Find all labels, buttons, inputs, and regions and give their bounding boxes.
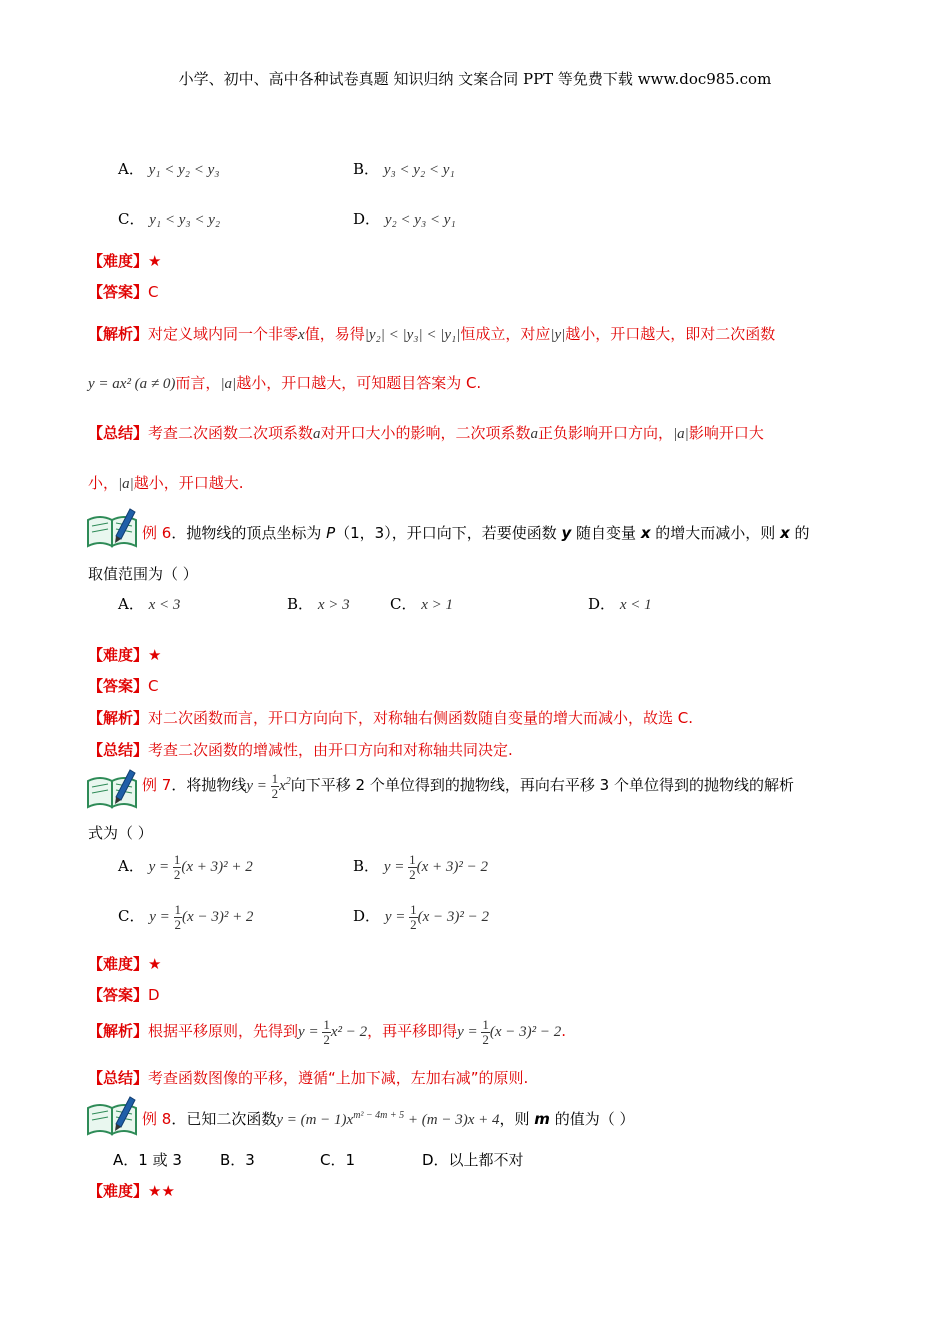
example-book-icon bbox=[86, 767, 138, 809]
summary-text: 考查函数图像的平移，遵循“上加下减，左加右减”的原则. bbox=[148, 1069, 529, 1087]
summary-text: 考查二次函数二次项系数 bbox=[148, 424, 314, 442]
option-b[interactable]: B．3 bbox=[220, 1151, 255, 1169]
answer-value: C bbox=[148, 677, 159, 695]
analysis-line-1 bbox=[88, 323, 775, 344]
analysis-line bbox=[88, 1018, 566, 1047]
stem-text: 向下平移 2 个单位得到的抛物线，再向右平移 3 个单位得到的抛物线的解析 bbox=[290, 775, 794, 794]
question-6-line-2: 取值范围为（ ） bbox=[88, 565, 198, 583]
fraction: $\frac{1}{2}$ bbox=[271, 771, 279, 801]
analysis-text: 而言， bbox=[175, 374, 221, 392]
analysis-tag: 【解析】 bbox=[88, 325, 149, 343]
option-math: y₃ < y₂ < y₁ bbox=[383, 162, 455, 178]
option-a[interactable] bbox=[118, 853, 253, 882]
analysis-math: x bbox=[298, 327, 305, 343]
answer-value: D bbox=[148, 986, 160, 1004]
summary-tag: 【总结】 bbox=[88, 424, 149, 442]
analysis-math: y = ax² (a ≠ 0) bbox=[88, 376, 176, 392]
question-6-line-1 bbox=[142, 522, 810, 543]
analysis-text: . bbox=[561, 1021, 567, 1040]
option-c[interactable] bbox=[118, 903, 253, 932]
analysis-text: 根据平移原则，先得到 bbox=[148, 1021, 299, 1040]
difficulty-line bbox=[88, 250, 161, 271]
analysis-text: 恒成立，对应 bbox=[460, 325, 551, 343]
summary-text: 正负影响开口方向， bbox=[538, 424, 674, 442]
option-label: D． bbox=[588, 595, 616, 613]
stem-text: 的 bbox=[789, 524, 810, 542]
analysis-line bbox=[88, 707, 693, 728]
option-b[interactable] bbox=[353, 158, 455, 179]
option-label: B． bbox=[353, 160, 380, 178]
difficulty-tag: 【难度】 bbox=[88, 1182, 149, 1200]
stem-math: $y = (m - 1)x^{m^2 - 4m + 5} + (m - 3)x + 4$ bbox=[276, 1110, 500, 1128]
answer-line bbox=[88, 984, 160, 1005]
summary-tag: 【总结】 bbox=[88, 741, 149, 759]
stem-var: x bbox=[780, 524, 790, 542]
option-math: x < 1 bbox=[619, 597, 652, 613]
option-label: C． bbox=[118, 210, 145, 228]
stem-text: 随自变量 bbox=[571, 524, 641, 542]
stem-text: ．已知二次函数 bbox=[171, 1110, 277, 1128]
option-c[interactable] bbox=[118, 208, 220, 229]
option-label: A． bbox=[118, 595, 144, 613]
analysis-text: 对二次函数而言，开口方向向下，对称轴右侧函数随自变量的增大而减小，故选 C. bbox=[148, 709, 694, 727]
difficulty-line bbox=[88, 644, 161, 665]
summary-math: a bbox=[313, 426, 321, 442]
option-math: y = $\frac{1}{2}$ (x + 3)² + 2 bbox=[148, 852, 253, 882]
stem-text: ．将抛物线 bbox=[171, 775, 247, 794]
option-label: D． bbox=[353, 210, 381, 228]
difficulty-stars: ★ bbox=[148, 955, 162, 973]
stem-text: 的值为（ ） bbox=[549, 1110, 635, 1128]
example-label: 例 7 bbox=[142, 775, 172, 794]
page-header[interactable]: 小学、初中、高中各种试卷真题 知识归纳 文案合同 PPT 等免费下载 www.doc985.com bbox=[178, 70, 772, 88]
difficulty-tag: 【难度】 bbox=[88, 252, 149, 270]
analysis-tag: 【解析】 bbox=[88, 709, 149, 727]
summary-text: 影响开口大 bbox=[688, 424, 764, 442]
analysis-math: y = $\frac{1}{2}$ x² − 2 bbox=[298, 1017, 368, 1047]
option-d[interactable] bbox=[588, 593, 652, 614]
analysis-text: 值，易得 bbox=[304, 325, 365, 343]
option-d[interactable] bbox=[353, 208, 456, 229]
example-book-icon bbox=[86, 506, 138, 548]
question-7-line-2: 式为（ ） bbox=[88, 824, 153, 842]
option-label: D． bbox=[353, 906, 381, 925]
stem-math: y = $\frac{1}{2}$ $x^2$ bbox=[246, 771, 291, 801]
example-label: 例 8 bbox=[142, 1110, 172, 1128]
option-math: x > 3 bbox=[317, 597, 350, 613]
option-a[interactable] bbox=[118, 593, 180, 614]
answer-tag: 【答案】 bbox=[88, 677, 149, 695]
stem-var: y bbox=[561, 524, 572, 542]
analysis-text: ，再平移即得 bbox=[367, 1021, 458, 1040]
summary-line-1 bbox=[88, 422, 764, 443]
option-math: y₂ < y₃ < y₁ bbox=[384, 212, 456, 228]
summary-math: |a| bbox=[673, 426, 689, 442]
summary-math: a bbox=[530, 426, 539, 442]
option-label: B． bbox=[353, 856, 380, 875]
option-math: y₁ < y₂ < y₃ bbox=[148, 162, 220, 178]
option-math: x > 1 bbox=[421, 597, 454, 613]
analysis-text: 越小，开口越大，即对二次函数 bbox=[565, 325, 776, 343]
summary-line-2 bbox=[88, 472, 244, 493]
option-d[interactable]: D．以上都不对 bbox=[422, 1151, 524, 1169]
stem-var: x bbox=[640, 524, 651, 542]
example-label: 例 6 bbox=[142, 524, 172, 542]
answer-tag: 【答案】 bbox=[88, 283, 149, 301]
difficulty-stars: ★★ bbox=[148, 1182, 175, 1200]
option-a[interactable]: A．1 或 3 bbox=[113, 1151, 182, 1169]
option-math: y = $\frac{1}{2}$ (x − 3)² + 2 bbox=[149, 902, 254, 932]
option-d[interactable] bbox=[353, 903, 489, 932]
difficulty-line bbox=[88, 1180, 175, 1201]
analysis-tag: 【解析】 bbox=[88, 1021, 149, 1040]
difficulty-tag: 【难度】 bbox=[88, 646, 149, 664]
option-b[interactable] bbox=[287, 593, 350, 614]
summary-line bbox=[88, 1067, 528, 1088]
summary-line bbox=[88, 739, 513, 760]
analysis-text: 越小，开口越大，可知题目答案为 C. bbox=[236, 374, 482, 392]
stem-var: m bbox=[534, 1110, 550, 1128]
option-label: A． bbox=[118, 856, 144, 875]
option-math: y = $\frac{1}{2}$ (x + 3)² − 2 bbox=[383, 852, 488, 882]
summary-text: 小， bbox=[88, 474, 119, 492]
option-math: y₁ < y₃ < y₂ bbox=[149, 212, 221, 228]
stem-text: 的增大而减小，则 bbox=[650, 524, 781, 542]
analysis-text: 对定义域内同一个非零 bbox=[148, 325, 299, 343]
answer-line bbox=[88, 675, 159, 696]
question-7-line-1 bbox=[142, 772, 794, 801]
difficulty-stars: ★ bbox=[148, 252, 162, 270]
summary-math: |a| bbox=[118, 476, 134, 492]
stem-text: ，则 bbox=[499, 1110, 535, 1128]
option-b[interactable] bbox=[353, 853, 488, 882]
option-label: C． bbox=[118, 906, 145, 925]
analysis-line-2 bbox=[88, 372, 481, 393]
summary-tag: 【总结】 bbox=[88, 1069, 149, 1087]
option-math: x < 3 bbox=[148, 597, 181, 613]
summary-text: 越小，开口越大. bbox=[133, 474, 244, 492]
stem-text: （1，3），开口向下，若要使函数 bbox=[335, 524, 562, 542]
option-math: y = $\frac{1}{2}$ (x − 3)² − 2 bbox=[384, 902, 489, 932]
example-book-icon bbox=[86, 1094, 138, 1136]
answer-value: C bbox=[148, 283, 159, 301]
analysis-math: |a| bbox=[220, 376, 237, 392]
analysis-math: |y₂| < |y₃| < |y₁| bbox=[364, 327, 461, 343]
option-a[interactable] bbox=[118, 158, 220, 179]
option-label: A． bbox=[118, 160, 144, 178]
stem-text: ．抛物线的顶点坐标为 bbox=[171, 524, 327, 542]
analysis-math: |y| bbox=[550, 327, 566, 343]
option-label: B． bbox=[287, 595, 314, 613]
difficulty-stars: ★ bbox=[148, 646, 162, 664]
answer-tag: 【答案】 bbox=[88, 986, 149, 1004]
analysis-math: y = $\frac{1}{2}$ (x − 3)² − 2 bbox=[457, 1017, 562, 1047]
option-c[interactable] bbox=[390, 593, 453, 614]
summary-text: 考查二次函数的增减性，由开口方向和对称轴共同决定. bbox=[148, 741, 513, 759]
summary-text: 对开口大小的影响，二次项系数 bbox=[320, 424, 531, 442]
difficulty-tag: 【难度】 bbox=[88, 955, 149, 973]
option-label: C． bbox=[390, 595, 417, 613]
stem-var: P bbox=[326, 524, 336, 542]
option-c[interactable]: C．1 bbox=[320, 1151, 356, 1169]
difficulty-line bbox=[88, 953, 161, 974]
question-8-line-1 bbox=[142, 1108, 634, 1129]
answer-line bbox=[88, 281, 159, 302]
